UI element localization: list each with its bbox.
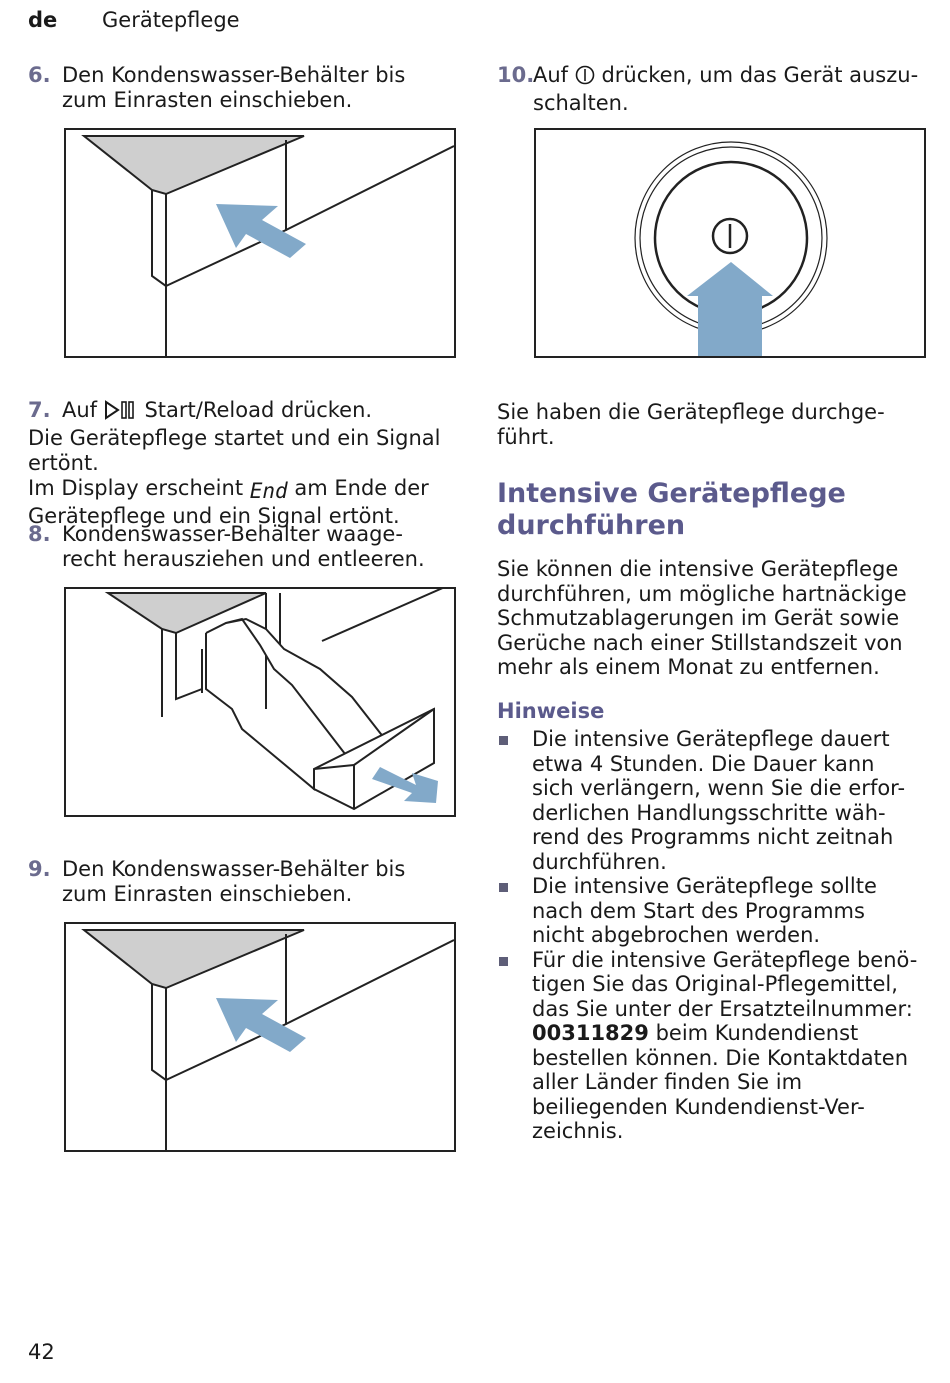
running-header-title: Gerätepflege	[102, 8, 240, 32]
list-item	[497, 727, 922, 874]
note-text-post: beim Kundendienst bestellen können. Die Kontaktdaten aller Länder finden Sie im beiliegenden Kundendienst-Ver-zeichnis.	[532, 1021, 909, 1143]
step-7	[28, 398, 468, 529]
display-text-post: am Ende der Gerätepflege und ein Signal ertönt.	[28, 476, 429, 528]
page-number: 42	[28, 1340, 55, 1364]
section-heading	[497, 478, 917, 542]
notes-heading	[497, 699, 604, 723]
note-text-pre: Für die intensive Gerätepflege benö-tigen Sie das Original-Pflegemittel, das Sie unter der Ersatzteilnummer:	[532, 947, 918, 1021]
figure-insert-container-2	[64, 922, 456, 1152]
step-text-post: drücken, um das Gerät auszu-schalten.	[533, 63, 919, 115]
figure-insert-container	[64, 128, 456, 358]
push-arrow-icon	[216, 204, 306, 258]
list-item	[497, 874, 922, 948]
bullet-square-icon	[499, 883, 508, 892]
list-item	[497, 948, 922, 1144]
start-reload-icon	[104, 400, 138, 426]
step-6	[28, 63, 448, 113]
display-text-pre: Im Display erscheint	[28, 476, 244, 500]
section-title: Intensive Gerätepflege durchführen	[497, 478, 846, 541]
note-text: Die intensive Gerätepflege dauert etwa 4 Stunden. Die Dauer kann sich verlängern, wenn Sie die erfor-derlichen Handlungsschritte wäh-rend des Programms nicht zeitnah durchführen.	[532, 727, 906, 874]
language-code: de	[28, 8, 58, 32]
step-number: 10.	[497, 63, 535, 87]
completion-text: Sie haben die Gerätepflege durchge-führt.	[497, 400, 885, 449]
note-text: Die intensive Gerätepflege sollte nach dem Start des Programms nicht abgebrochen werden.	[532, 874, 877, 947]
figure-pull-container	[64, 587, 456, 817]
figure-power-button	[534, 128, 926, 358]
step-number: 6.	[28, 63, 51, 87]
power-icon	[575, 65, 595, 91]
step-8	[28, 522, 448, 572]
step-number: 9.	[28, 857, 51, 881]
step-text-pre: Auf	[62, 398, 98, 422]
step-text-pre: Auf	[533, 63, 569, 87]
bullet-square-icon	[499, 736, 508, 745]
step-result-text: Die Gerätepflege startet und ein Signal ertönt.	[28, 426, 441, 475]
step-10	[497, 63, 937, 116]
step-number: 7.	[28, 398, 51, 422]
step-text-post: Start/Reload drücken.	[144, 398, 373, 422]
step-text: Kondenswasser-Behälter waage-recht herausziehen und entleeren.	[62, 522, 425, 571]
bullet-square-icon	[499, 957, 508, 966]
part-number: 00311829	[532, 1021, 649, 1045]
display-end-label: End	[249, 479, 288, 503]
notes-title: Hinweise	[497, 699, 605, 723]
notes-list	[497, 727, 922, 1144]
section-intro: Sie können die intensive Gerätepflege durchführen, um mögliche hartnäckige Schmutzablagerungen im Gerät sowie Gerüche nach einer Stillstandszeit von mehr als einem Monat zu entfernen.	[497, 557, 907, 679]
step-text: Den Kondenswasser-Behälter bis zum Einrasten einschieben.	[62, 63, 406, 112]
push-arrow-icon	[216, 998, 306, 1052]
step-text: Den Kondenswasser-Behälter bis zum Einrasten einschieben.	[62, 857, 406, 906]
step-9	[28, 857, 448, 907]
step-number: 8.	[28, 522, 51, 546]
